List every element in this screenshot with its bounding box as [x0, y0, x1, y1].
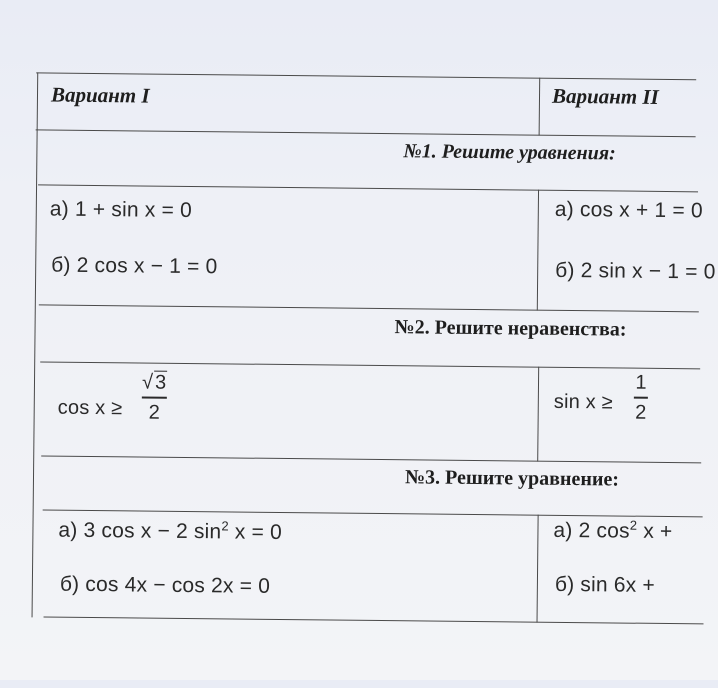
s3-v2-a-pre: а) 2 cos	[553, 518, 630, 543]
table-left-border	[32, 72, 39, 617]
s2-v2-inequality-lhs: sin x ≥	[553, 390, 613, 414]
s2-v1-numerator: 3	[154, 371, 167, 394]
s3-v2-item-b: б) sin 6x +	[554, 572, 656, 597]
table-top-border	[36, 72, 696, 80]
row-divider	[36, 129, 696, 137]
section3-title: №3. Решите уравнение:	[404, 466, 620, 491]
s2-v2-fraction	[634, 371, 649, 425]
s2-v1-inequality-lhs: cos x ≥	[57, 396, 123, 420]
s2-v1-denominator: 2	[148, 401, 160, 424]
column-divider	[537, 367, 539, 462]
variant2-header: Вариант II	[551, 83, 659, 109]
section2-title: №2. Решите неравенства:	[394, 316, 627, 341]
s1-v2-item-a: а) cos x + 1 = 0	[554, 197, 703, 223]
section1-title: №1. Решите уравнения:	[403, 140, 616, 165]
s3-v1-a-exp: 2	[221, 518, 229, 534]
s3-v1-a-post: x = 0	[228, 520, 283, 544]
sqrt-symbol: √ 3	[141, 371, 167, 394]
row-divider	[41, 455, 701, 463]
row-divider	[39, 304, 699, 312]
row-divider	[38, 184, 698, 192]
s3-v1-a-pre: а) 3 cos x − 2 sin	[58, 518, 222, 544]
row-divider	[40, 361, 700, 369]
variant1-header: Вариант I	[50, 82, 150, 108]
row-divider	[43, 509, 703, 517]
column-divider	[537, 190, 539, 311]
fraction-bar	[634, 397, 648, 399]
s3-v2-a-post: x +	[637, 519, 673, 544]
s2-v1-fraction	[142, 371, 168, 425]
column-divider	[537, 515, 539, 623]
table-bottom-border	[44, 616, 704, 624]
s2-v2-denominator: 2	[635, 401, 647, 424]
s2-v2-numerator: 1	[635, 371, 647, 394]
fraction-bar	[142, 397, 167, 399]
s1-v1-item-b: б) 2 cos x − 1 = 0	[51, 253, 218, 279]
s3-v2-item-a	[553, 519, 672, 544]
s1-v2-item-b: б) 2 sin x − 1 = 0	[555, 258, 716, 284]
s3-v1-item-b: б) cos 4x − cos 2x = 0	[59, 572, 271, 598]
s1-v1-item-a: а) 1 + sin x = 0	[49, 197, 193, 223]
s3-v1-item-a	[58, 519, 282, 545]
column-divider	[539, 78, 541, 136]
s3-v2-a-exp: 2	[629, 517, 638, 533]
